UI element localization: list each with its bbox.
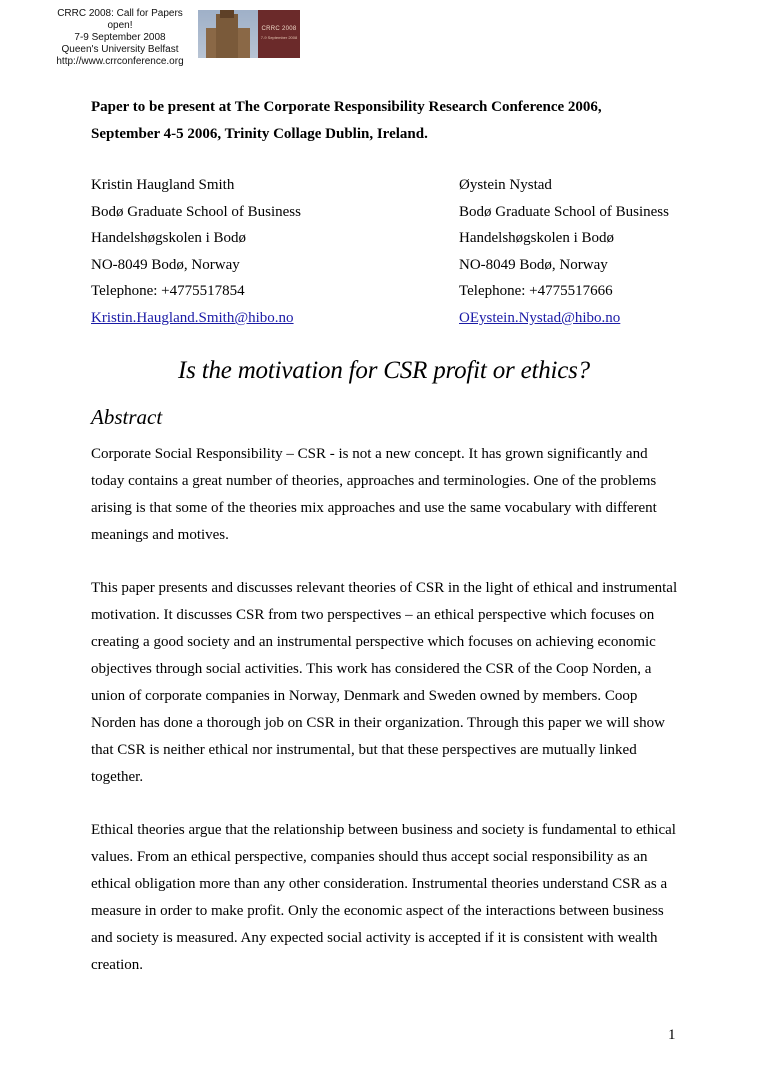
- abstract-heading: Abstract: [91, 405, 163, 429]
- abstract-paragraph-1: Corporate Social Responsibility – CSR - is not a new concept. It has grown significantly and today contains a great number of theories, approaches and terminologies. One of the problems arising is that some of the theories mix approaches and use the same vocabulary with different meanings and motives.: [91, 446, 657, 543]
- author-school: Bodø Graduate School of Business: [91, 203, 301, 220]
- conference-banner-image: [198, 10, 300, 58]
- paper-title: Is the motivation for CSR profit or ethics?: [178, 357, 590, 384]
- banner-title: CRRC 2008: [261, 26, 297, 32]
- conference-notice: [48, 8, 192, 68]
- conference-info: [91, 94, 691, 148]
- author-school: Bodø Graduate School of Business: [459, 203, 669, 220]
- author-name: Øystein Nystad: [459, 177, 552, 193]
- banner-spire: [220, 10, 234, 18]
- banner-subtitle: 7-9 September 2008: [260, 35, 298, 40]
- author-phone: Telephone: +4775517854: [91, 283, 245, 300]
- notice-line: CRRC 2008: Call for Papers open!: [57, 8, 183, 31]
- author-block-2: [459, 172, 669, 332]
- notice-line: 7-9 September 2008: [74, 32, 166, 43]
- author-block-1: [91, 172, 301, 332]
- conference-line: September 4-5 2006, Trinity Collage Dublin, Ireland.: [91, 126, 428, 142]
- author-name: Kristin Haugland Smith: [91, 177, 235, 193]
- author-email-link[interactable]: Kristin.Haugland.Smith@hibo.no: [91, 309, 294, 326]
- author-email-link[interactable]: OEystein.Nystad@hibo.no: [459, 309, 621, 326]
- author-address: NO-8049 Bodø, Norway: [459, 256, 608, 273]
- author-school-norwegian: Handelshøgskolen i Bodø: [459, 230, 614, 247]
- author-address: NO-8049 Bodø, Norway: [91, 256, 240, 273]
- abstract-paragraph-3: Ethical theories argue that the relationship between business and society is fundamental to ethical values. From an ethical perspective, companies should thus accept social responsibility as an ethical obligation more than any other consideration. Instrumental theories understand CSR as a measure in order to make profit. Only the economic aspect of the interactions between business and society is measured. Any expected social activity is accepted if it is consistent with wealth creation.: [91, 822, 676, 973]
- abstract-paragraph-2: This paper presents and discusses relevant theories of CSR in the light of ethical and instrumental motivation. It discusses CSR from two perspectives – an ethical perspective which focuses on creating a good society and an instrumental perspective which focuses on achieving economic objectives through social activities. This work has considered the CSR of the Coop Norden, a union of corporate companies in Norway, Denmark and Sweden owned by members. Coop Norden has done a thorough job on CSR in their organization. Through this paper we will show that CSR is neither ethical nor instrumental, but that these perspectives are mutually linked together.: [91, 580, 678, 785]
- notice-line: Queen's University Belfast: [61, 44, 179, 55]
- author-phone: Telephone: +4775517666: [459, 283, 613, 300]
- author-school-norwegian: Handelshøgskolen i Bodø: [91, 230, 246, 247]
- conference-line: Paper to be present at The Corporate Responsibility Research Conference 2006,: [91, 99, 602, 115]
- notice-link[interactable]: http://www.crrconference.org: [56, 56, 184, 67]
- banner-tower: [216, 14, 238, 58]
- page-number: 1: [668, 1027, 676, 1043]
